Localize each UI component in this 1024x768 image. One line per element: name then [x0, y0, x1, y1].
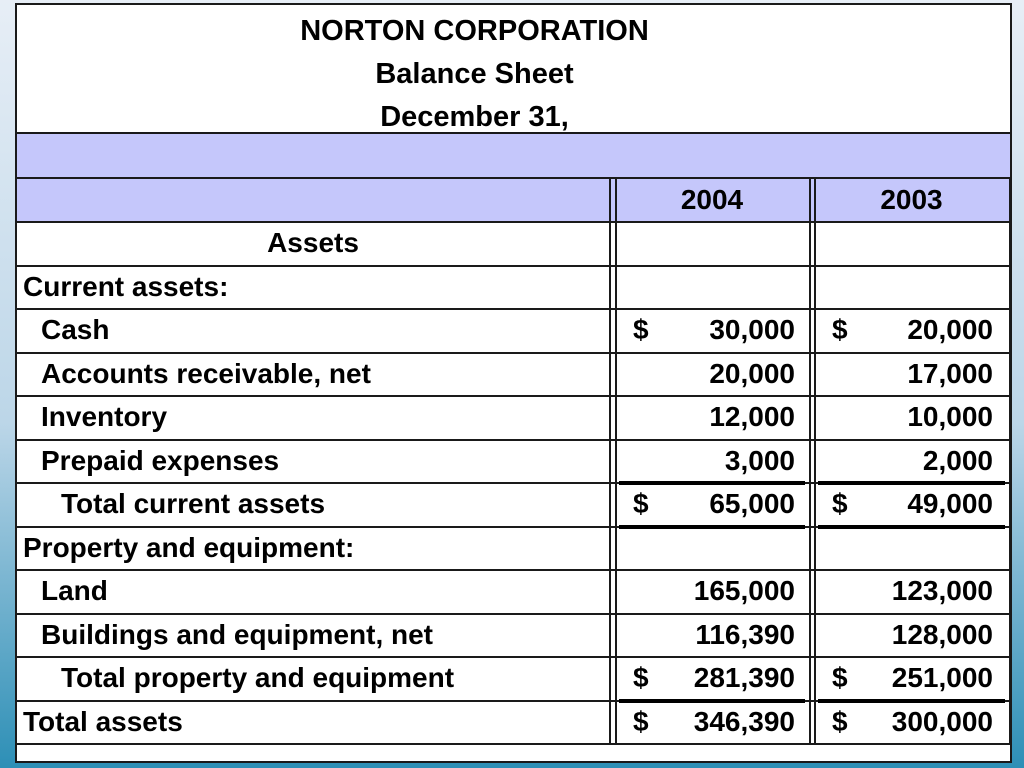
row-label: Current assets: — [23, 270, 229, 302]
value-2004: 20,000 — [709, 357, 795, 389]
value-2003: 300,000 — [891, 705, 993, 737]
dollar-sign: $ — [832, 488, 848, 519]
value-2004: 281,390 — [693, 662, 795, 693]
value-2004: 30,000 — [709, 314, 795, 345]
row-label: Assets — [267, 227, 359, 258]
subtotal-underline — [818, 699, 1005, 703]
statement-date: December 31, — [380, 101, 569, 133]
company-name: NORTON CORPORATION — [300, 15, 649, 47]
value-2004: 346,390 — [693, 705, 795, 737]
subtotal-underline — [619, 699, 805, 703]
blank-band — [17, 134, 1010, 177]
balance-sheet — [15, 3, 1012, 763]
dollar-sign: $ — [633, 705, 649, 737]
value-2003: 251,000 — [891, 662, 993, 693]
value-2004: 3,000 — [724, 444, 795, 476]
value-2003: 20,000 — [907, 314, 993, 345]
row-divider — [17, 743, 1010, 745]
row-label: Total property and equipment — [61, 662, 455, 693]
year-header-2004: 2004 — [680, 184, 744, 215]
subtotal-underline — [818, 481, 1005, 485]
year-header-2003: 2003 — [880, 184, 943, 215]
value-2003: 123,000 — [891, 575, 993, 606]
value-2003: 128,000 — [891, 618, 993, 650]
dollar-sign: $ — [633, 488, 649, 519]
dollar-sign: $ — [633, 314, 649, 345]
row-label: Total current assets — [61, 488, 326, 519]
value-2004: 165,000 — [693, 575, 795, 606]
value-2003: 17,000 — [907, 357, 993, 389]
value-2004: 12,000 — [709, 401, 795, 432]
dollar-sign: $ — [832, 705, 848, 737]
row-label: Inventory — [41, 401, 168, 432]
dollar-sign: $ — [832, 314, 848, 345]
value-2004: 65,000 — [709, 488, 795, 519]
row-label: Prepaid expenses — [41, 444, 280, 476]
dollar-sign: $ — [633, 662, 649, 693]
subtotal-underline — [619, 525, 805, 529]
row-label: Total assets — [23, 705, 183, 737]
subtotal-underline — [818, 525, 1005, 529]
row-label: Land — [41, 575, 108, 606]
row-label: Buildings and equipment, net — [41, 618, 433, 650]
subtotal-underline — [619, 481, 805, 485]
value-2003: 49,000 — [907, 488, 993, 519]
row-label: Accounts receivable, net — [41, 357, 371, 389]
value-2003: 2,000 — [922, 444, 993, 476]
row-label: Property and equipment: — [23, 531, 355, 563]
statement-title: Balance Sheet — [375, 58, 574, 90]
value-2004: 116,390 — [695, 618, 795, 650]
row-label: Cash — [41, 314, 110, 345]
dollar-sign: $ — [832, 662, 848, 693]
value-2003: 10,000 — [907, 401, 993, 432]
